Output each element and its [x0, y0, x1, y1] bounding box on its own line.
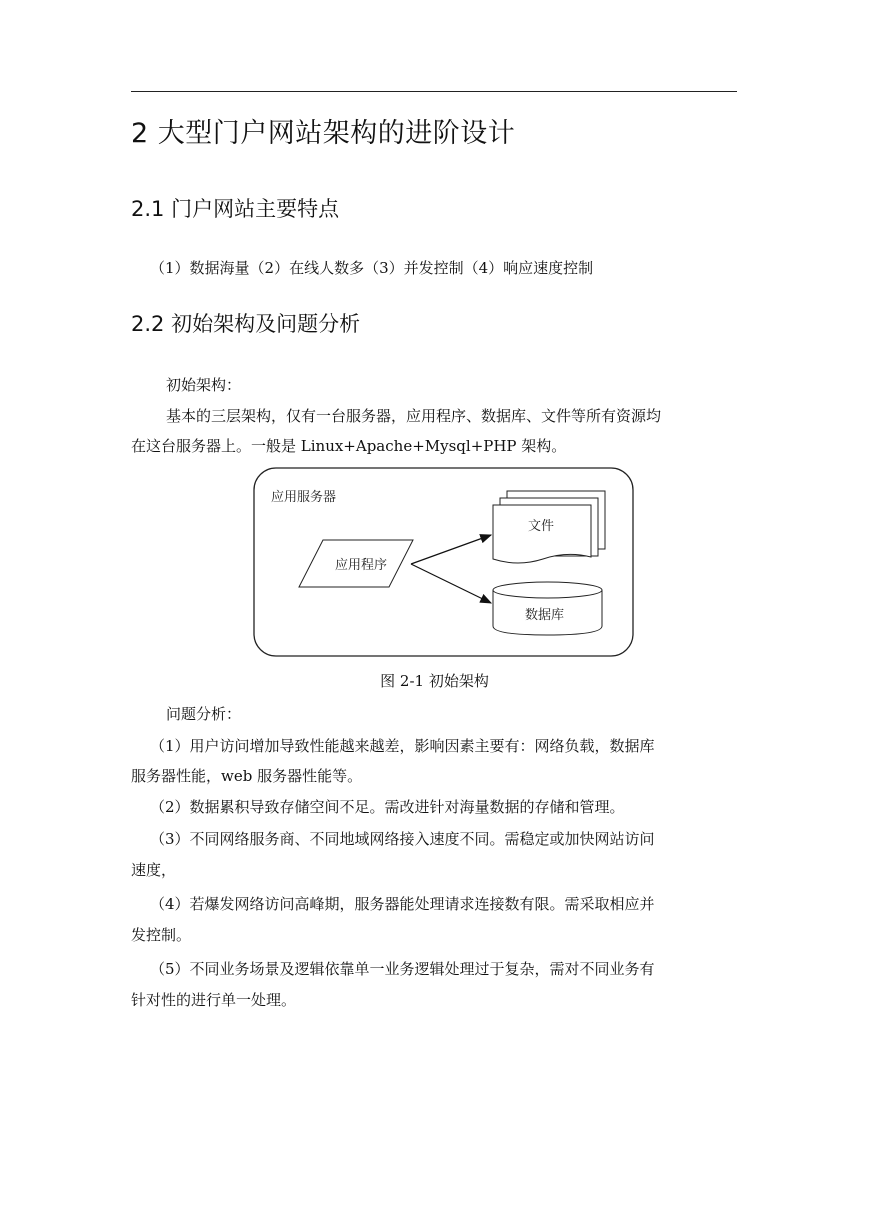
server-container-label: 应用服务器	[271, 490, 337, 505]
architecture-diagram	[253, 467, 634, 657]
analysis-item-5-line-1: （5）不同业务场景及逻辑依靠单一业务逻辑处理过于复杂，需对不同业务有	[150, 960, 655, 978]
database-top	[493, 582, 602, 598]
file-label: 文件	[528, 519, 555, 534]
intro-paragraph-line-2: 在这台服务器上。一般是 Linux+Apache+Mysql+PHP 架构。	[131, 437, 567, 455]
application-label: 应用程序	[335, 558, 388, 573]
intro-paragraph-line-1: 基本的三层架构，仅有一台服务器，应用程序、数据库、文件等所有资源均	[166, 407, 662, 425]
analysis-label: 问题分析：	[166, 705, 242, 723]
analysis-item-4-line-2: 发控制。	[131, 926, 192, 944]
header-rule	[131, 91, 737, 92]
analysis-item-4-line-1: （4）若爆发网络访问高峰期，服务器能处理请求连接数有限。需采取相应并	[150, 895, 655, 913]
analysis-item-5-line-2: 针对性的进行单一处理。	[131, 991, 297, 1009]
architecture-figure	[253, 467, 634, 657]
database-label: 数据库	[525, 608, 565, 623]
features-line: （1）数据海量（2）在线人数多（3）并发控制（4）响应速度控制	[150, 259, 594, 277]
figure-caption: 图 2-1 初始架构	[380, 672, 489, 690]
section-heading-2-1: 2.1 门户网站主要特点	[131, 197, 340, 221]
analysis-item-3-line-1: （3）不同网络服务商、不同地域网络接入速度不同。需稳定或加快网站访问	[150, 830, 655, 848]
analysis-item-3-line-2: 速度，	[131, 861, 177, 879]
section-heading-2-2: 2.2 初始架构及问题分析	[131, 312, 361, 336]
chapter-heading: 2 大型门户网站架构的进阶设计	[131, 118, 516, 149]
analysis-item-1-line-2: 服务器性能，web 服务器性能等。	[131, 767, 363, 785]
analysis-item-1-line-1: （1）用户访问增加导致性能越来越差，影响因素主要有：网络负载，数据库	[150, 737, 655, 755]
analysis-item-2: （2）数据累积导致存储空间不足。需改进针对海量数据的存储和管理。	[150, 798, 625, 816]
file-icon	[493, 505, 591, 563]
intro-label: 初始架构：	[166, 376, 242, 394]
